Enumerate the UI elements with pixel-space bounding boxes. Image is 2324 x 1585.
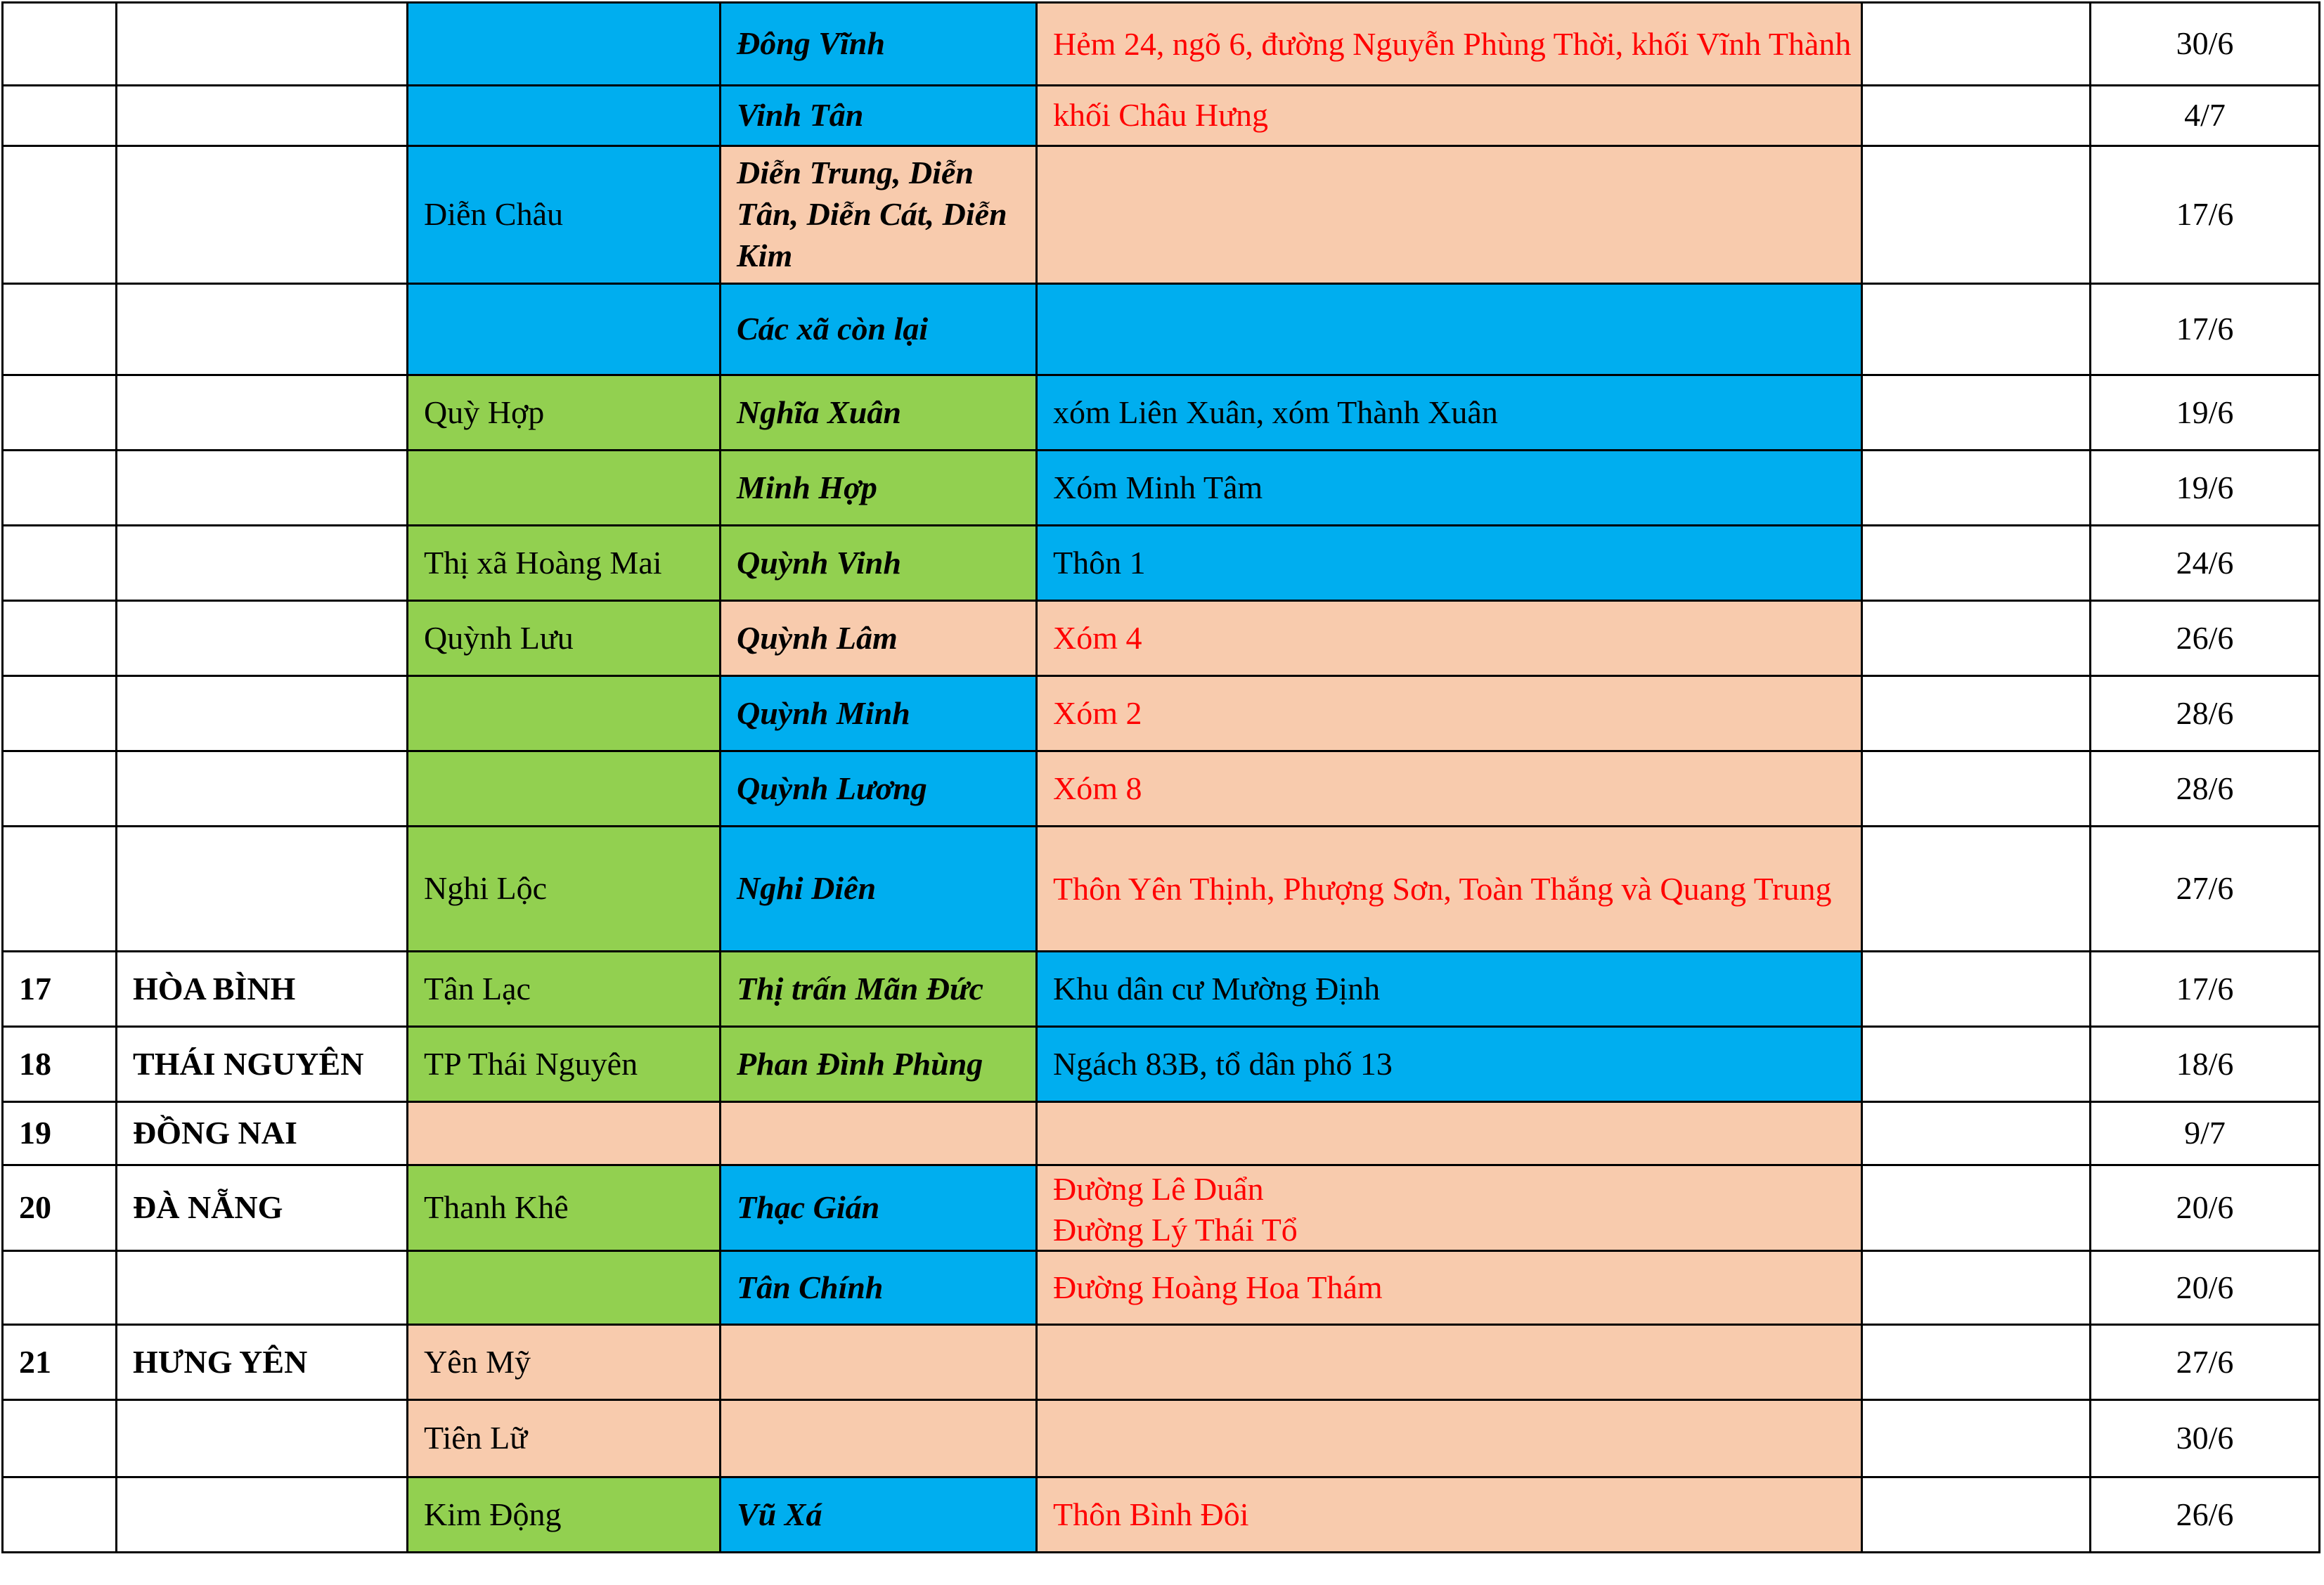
province-cell [117, 676, 408, 751]
date-cell: 26/6 [2091, 1477, 2320, 1553]
table-row [3, 1027, 2320, 1102]
row-number-cell [3, 146, 117, 284]
ward-cell: Phan Đình Phùng [721, 1027, 1037, 1102]
province-cell [117, 284, 408, 375]
district-cell [408, 86, 721, 146]
date-cell: 4/7 [2091, 86, 2320, 146]
empty-cell [1862, 952, 2091, 1027]
district-cell [408, 1102, 721, 1165]
district-cell: Thị xã Hoàng Mai [408, 526, 721, 601]
date-cell: 19/6 [2091, 451, 2320, 526]
date-cell: 24/6 [2091, 526, 2320, 601]
row-number-cell [3, 451, 117, 526]
locations-table [1, 1, 2320, 1553]
district-cell: Kim Động [408, 1477, 721, 1553]
province-cell [117, 1477, 408, 1553]
empty-cell [1862, 827, 2091, 952]
province-cell: THÁI NGUYÊN [117, 1027, 408, 1102]
table-row [3, 827, 2320, 952]
address-cell [1037, 1400, 1862, 1477]
date-cell: 19/6 [2091, 375, 2320, 451]
district-cell: Nghi Lộc [408, 827, 721, 952]
address-line: Thôn Yên Thịnh, Phượng Sơn, Toàn Thắng và Quang Trung [1053, 870, 1832, 907]
table-row [3, 526, 2320, 601]
row-number-cell: 20 [3, 1165, 117, 1251]
table-row [3, 952, 2320, 1027]
province-cell [117, 827, 408, 952]
address-cell [1037, 1477, 1862, 1553]
row-number-cell [3, 284, 117, 375]
ward-cell: Vinh Tân [721, 86, 1037, 146]
district-cell [408, 751, 721, 827]
row-number-cell: 18 [3, 1027, 117, 1102]
table-row [3, 601, 2320, 676]
ward-cell: Đông Vĩnh [721, 3, 1037, 86]
district-cell [408, 3, 721, 86]
table-row [3, 284, 2320, 375]
table-row [3, 676, 2320, 751]
address-line: khối Châu Hưng [1053, 97, 1269, 134]
address-cell [1037, 827, 1862, 952]
province-cell: ĐÀ NẴNG [117, 1165, 408, 1251]
address-line: Đường Hoàng Hoa Thám [1053, 1269, 1383, 1305]
row-number-cell [3, 1251, 117, 1325]
address-line: Xóm 8 [1053, 770, 1142, 806]
table-row [3, 146, 2320, 284]
ward-cell: Vũ Xá [721, 1477, 1037, 1553]
date-cell: 17/6 [2091, 146, 2320, 284]
ward-cell: Quỳnh Lâm [721, 601, 1037, 676]
date-cell: 28/6 [2091, 676, 2320, 751]
province-cell [117, 601, 408, 676]
row-number-cell: 17 [3, 952, 117, 1027]
row-number-cell [3, 1477, 117, 1553]
table-row [3, 1165, 2320, 1251]
row-number-cell [3, 676, 117, 751]
address-cell [1037, 952, 1862, 1027]
empty-cell [1862, 1400, 2091, 1477]
date-cell: 28/6 [2091, 751, 2320, 827]
district-cell: TP Thái Nguyên [408, 1027, 721, 1102]
address-cell [1037, 1102, 1862, 1165]
province-cell: ĐỒNG NAI [117, 1102, 408, 1165]
row-number-cell [3, 751, 117, 827]
ward-cell: Diễn Trung, Diễn Tân, Diễn Cát, Diễn Kim [721, 146, 1037, 284]
date-cell: 9/7 [2091, 1102, 2320, 1165]
ward-cell: Tân Chính [721, 1251, 1037, 1325]
empty-cell [1862, 676, 2091, 751]
district-cell: Yên Mỹ [408, 1325, 721, 1400]
province-cell [117, 526, 408, 601]
row-number-cell [3, 526, 117, 601]
address-cell [1037, 3, 1862, 86]
province-cell [117, 1400, 408, 1477]
province-cell [117, 146, 408, 284]
address-cell [1037, 1165, 1862, 1251]
empty-cell [1862, 3, 2091, 86]
date-cell: 30/6 [2091, 1400, 2320, 1477]
address-cell [1037, 526, 1862, 601]
empty-cell [1862, 601, 2091, 676]
table-row [3, 1400, 2320, 1477]
district-cell: Tiên Lữ [408, 1400, 721, 1477]
address-line: xóm Liên Xuân, xóm Thành Xuân [1053, 394, 1498, 430]
ward-cell: Các xã còn lại [721, 284, 1037, 375]
address-line: Xóm 2 [1053, 694, 1142, 731]
province-cell [117, 451, 408, 526]
district-cell: Quỳ Hợp [408, 375, 721, 451]
date-cell: 27/6 [2091, 1325, 2320, 1400]
address-line: Hẻm 24, ngõ 6, đường Nguyễn Phùng Thời, khối Vĩnh Thành [1053, 25, 1852, 62]
address-cell [1037, 284, 1862, 375]
table-body [3, 3, 2320, 1553]
empty-cell [1862, 1325, 2091, 1400]
date-cell: 17/6 [2091, 952, 2320, 1027]
ward-cell: Thạc Gián [721, 1165, 1037, 1251]
ward-cell: Nghĩa Xuân [721, 375, 1037, 451]
ward-cell: Quỳnh Lương [721, 751, 1037, 827]
empty-cell [1862, 1477, 2091, 1553]
ward-cell: Nghi Diên [721, 827, 1037, 952]
table-row [3, 1477, 2320, 1553]
ward-cell: Minh Hợp [721, 451, 1037, 526]
date-cell: 27/6 [2091, 827, 2320, 952]
empty-cell [1862, 1165, 2091, 1251]
ward-cell [721, 1102, 1037, 1165]
ward-cell [721, 1400, 1037, 1477]
row-number-cell [3, 3, 117, 86]
address-line: Đường Lê Duẩn [1053, 1171, 1264, 1207]
empty-cell [1862, 751, 2091, 827]
empty-cell [1862, 1102, 2091, 1165]
empty-cell [1862, 375, 2091, 451]
date-cell: 18/6 [2091, 1027, 2320, 1102]
address-cell [1037, 1251, 1862, 1325]
address-line: Ngách 83B, tổ dân phố 13 [1053, 1045, 1393, 1082]
address-cell [1037, 601, 1862, 676]
table-row [3, 451, 2320, 526]
province-cell [117, 3, 408, 86]
address-line: Đường Lý Thái Tổ [1053, 1211, 1298, 1248]
province-cell: HƯNG YÊN [117, 1325, 408, 1400]
table-row [3, 1325, 2320, 1400]
address-cell [1037, 451, 1862, 526]
row-number-cell [3, 601, 117, 676]
province-cell [117, 86, 408, 146]
empty-cell [1862, 284, 2091, 375]
table-row [3, 3, 2320, 86]
date-cell: 20/6 [2091, 1251, 2320, 1325]
empty-cell [1862, 451, 2091, 526]
table-row [3, 751, 2320, 827]
empty-cell [1862, 86, 2091, 146]
empty-cell [1862, 1027, 2091, 1102]
district-cell: Tân Lạc [408, 952, 721, 1027]
table-row [3, 1251, 2320, 1325]
date-cell: 30/6 [2091, 3, 2320, 86]
province-cell [117, 751, 408, 827]
address-cell [1037, 375, 1862, 451]
district-cell: Quỳnh Lưu [408, 601, 721, 676]
address-line: Thôn 1 [1053, 544, 1146, 581]
ward-cell: Thị trấn Mãn Đức [721, 952, 1037, 1027]
date-cell: 26/6 [2091, 601, 2320, 676]
address-cell [1037, 751, 1862, 827]
district-cell: Thanh Khê [408, 1165, 721, 1251]
ward-cell: Quỳnh Minh [721, 676, 1037, 751]
province-cell: HÒA BÌNH [117, 952, 408, 1027]
address-cell [1037, 86, 1862, 146]
empty-cell [1862, 146, 2091, 284]
table-row [3, 375, 2320, 451]
date-cell: 17/6 [2091, 284, 2320, 375]
row-number-cell [3, 375, 117, 451]
address-line: Xóm 4 [1053, 619, 1142, 656]
address-cell [1037, 1027, 1862, 1102]
address-cell [1037, 676, 1862, 751]
address-cell [1037, 146, 1862, 284]
district-cell [408, 284, 721, 375]
empty-cell [1862, 526, 2091, 601]
row-number-cell [3, 827, 117, 952]
province-cell [117, 375, 408, 451]
empty-cell [1862, 1251, 2091, 1325]
address-cell [1037, 1325, 1862, 1400]
row-number-cell: 21 [3, 1325, 117, 1400]
date-cell: 20/6 [2091, 1165, 2320, 1251]
table-row [3, 86, 2320, 146]
row-number-cell [3, 86, 117, 146]
ward-cell: Quỳnh Vinh [721, 526, 1037, 601]
address-line: Thôn Bình Đôi [1053, 1496, 1249, 1532]
address-line: Khu dân cư Mường Định [1053, 970, 1381, 1007]
district-cell [408, 1251, 721, 1325]
district-cell [408, 676, 721, 751]
district-cell [408, 451, 721, 526]
district-cell: Diễn Châu [408, 146, 721, 284]
table-row [3, 1102, 2320, 1165]
ward-cell [721, 1325, 1037, 1400]
row-number-cell [3, 1400, 117, 1477]
row-number-cell: 19 [3, 1102, 117, 1165]
address-line: Xóm Minh Tâm [1053, 469, 1263, 505]
province-cell [117, 1251, 408, 1325]
